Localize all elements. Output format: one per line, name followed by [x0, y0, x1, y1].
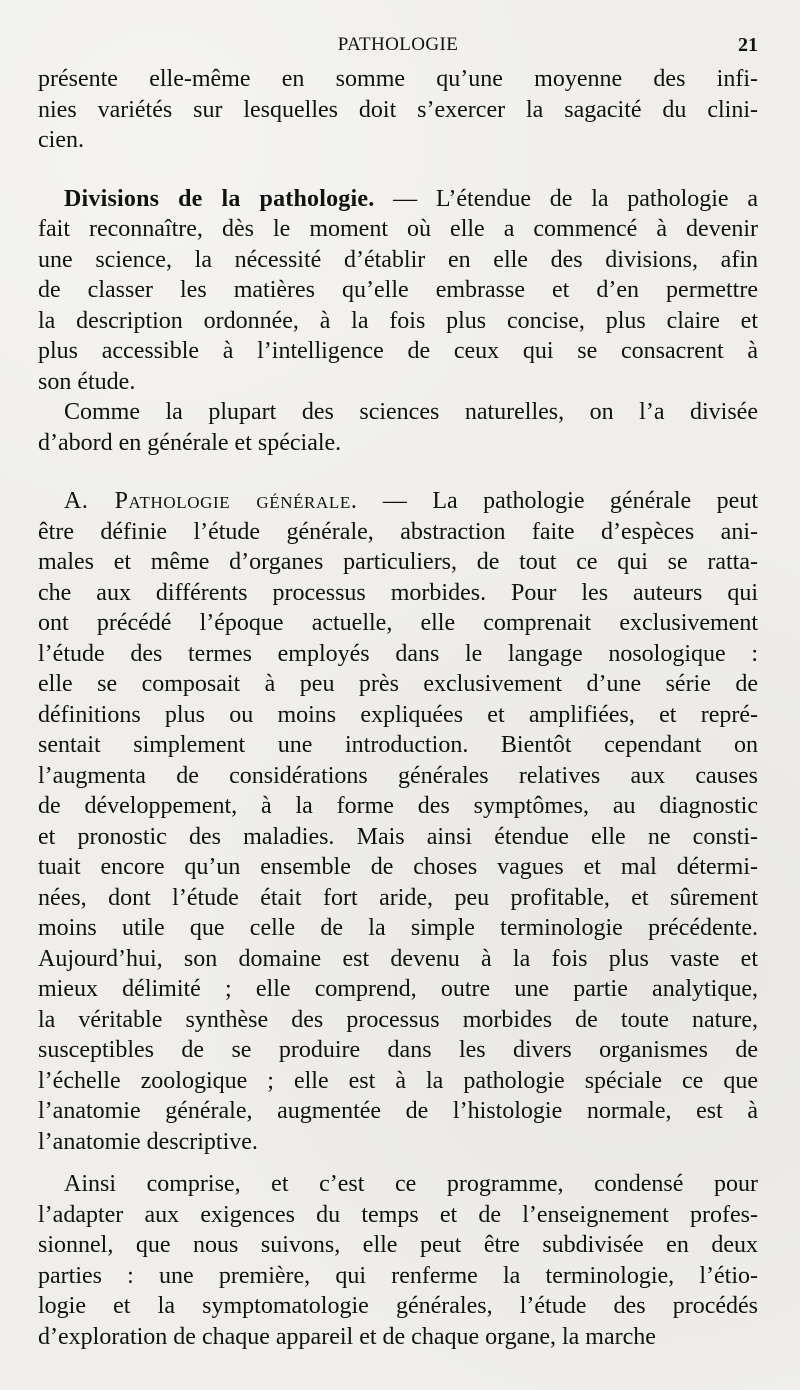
paragraph-4 — [38, 486, 758, 1157]
paragraph-2 — [38, 184, 758, 398]
paragraph-3-line-2: d’abord en générale et spéciale. — [38, 429, 342, 456]
paragraph-4-line-15: moins utile que celle de la simple terminologie précédente. — [38, 915, 758, 941]
paragraph-5-line-6: d’exploration de chaque appareil et de chaque organe, la marche — [38, 1323, 656, 1350]
paragraph-4-line-5: ont précédé l’époque actuelle, elle comprenait exclusivement — [38, 610, 758, 636]
paragraph-4-line-3: males et même d’organes particuliers, de tout ce qui se ratta- — [38, 549, 758, 575]
paragraph-4-line-19: susceptibles de se produire dans les divers organismes de — [38, 1037, 758, 1063]
paragraph-3-line-1: Comme la plupart des sciences naturelles, on l’a divisée — [64, 399, 758, 425]
paragraph-4-line-8: définitions plus ou moins expliquées et amplifiées, et repré- — [38, 701, 758, 728]
paragraph-5-line-4: parties : une première, qui renferme la terminologie, l’étio- — [38, 1262, 758, 1289]
paragraph-4-line-11: de développement, à la forme des symptômes, au diagnostic — [38, 793, 758, 819]
paragraph-4-line-7: elle se composait à peu près exclusivement d’une série de — [38, 671, 758, 697]
paragraph-1-line-3: cien. — [38, 127, 84, 153]
paragraph-4-line-14: nées, dont l’étude était fort aride, peu profitable, et sûrement — [38, 884, 758, 911]
paragraph-4-line-10: l’augmenta de considérations générales relatives aux causes — [38, 762, 758, 789]
paragraph-1-line-2: nies variétés sur lesquelles doit s’exercer la sagacité du clini- — [38, 96, 758, 123]
paragraph-5 — [38, 1169, 758, 1352]
section-gap — [38, 156, 758, 184]
paragraph-2-line-6: plus accessible à l’intelligence de ceux qui se consacrent à — [38, 338, 758, 364]
section-gap-2 — [38, 458, 758, 486]
paragraph-5-line-2: l’adapter aux exigences du temps et de l’enseignement profes- — [38, 1201, 758, 1228]
paragraph-1-line-1: présente elle-même en somme qu’une moyenne des infi- — [38, 66, 758, 92]
running-title: PATHOLOGIE — [337, 34, 459, 55]
paragraph-2-line-4: de classer les matières qu’elle embrasse et d’en permettre — [38, 277, 758, 303]
paragraph-2-line-3: une science, la nécessité d’établir en elle des divisions, afin — [38, 246, 758, 273]
paragraph-5-line-1: Ainsi comprise, et c’est ce programme, condensé pour — [64, 1171, 758, 1197]
paragraph-5-line-3: sionnel, que nous suivons, elle peut être subdivisée en deux — [38, 1232, 758, 1258]
paragraph-3 — [38, 397, 758, 458]
paragraph-2-line-7: son étude. — [38, 368, 136, 395]
paragraph-4-line-2: être définie l’étude générale, abstraction faite d’espèces ani- — [38, 518, 758, 545]
page-header — [38, 28, 758, 62]
paragraph-4-line-22: l’anatomie descriptive. — [38, 1128, 258, 1155]
paragraph-4-line-18: la véritable synthèse des processus morbides de toute nature, — [38, 1006, 758, 1033]
paragraph-4-line-16: Aujourd’hui, son domaine est devenu à la fois plus vaste et — [38, 945, 758, 972]
paragraph-2-line-1 — [38, 184, 758, 215]
paragraph-2-line-1-text: — L’étendue de la pathologie a — [374, 185, 758, 212]
section-heading-divisions: Divisions de la pathologie. — [64, 185, 375, 212]
paragraph-4-line-6: l’étude des termes employés dans le langage nosologique : — [38, 640, 758, 667]
paragraph-4-line-20: l’échelle zoologique ; elle est à la pathologie spéciale ce que — [38, 1067, 758, 1094]
paragraph-5-line-5: logie et la symptomatologie générales, l’étude des procédés — [38, 1293, 758, 1319]
paragraph-4-line-13: tuait encore qu’un ensemble de choses vagues et mal détermi- — [38, 854, 758, 880]
paragraph-4-line-4: che aux différents processus morbides. Pour les auteurs qui — [38, 579, 758, 606]
paragraph-1 — [38, 64, 758, 156]
page-number: 21 — [738, 34, 758, 56]
paragraph-4-line-21: l’anatomie générale, augmentée de l’histologie normale, est à — [38, 1098, 758, 1124]
paragraph-4-line-1-text: — La pathologie générale peut — [357, 488, 758, 514]
paragraph-2-line-2: fait reconnaître, dès le moment où elle a commencé à devenir — [38, 216, 758, 242]
section-heading-pathologie-generale: A. Pathologie générale. — [64, 488, 358, 514]
paragraph-4-line-17: mieux délimité ; elle comprend, outre une partie analytique, — [38, 976, 758, 1002]
paragraph-4-line-1 — [38, 486, 758, 517]
paragraph-4-line-12: et pronostic des maladies. Mais ainsi étendue elle ne consti- — [38, 823, 758, 850]
paragraph-2-line-5: la description ordonnée, à la fois plus concise, plus claire et — [38, 307, 758, 334]
paragraph-4-line-9: sentait simplement une introduction. Bientôt cependant on — [38, 732, 758, 758]
paragraph-gap — [38, 1157, 758, 1169]
